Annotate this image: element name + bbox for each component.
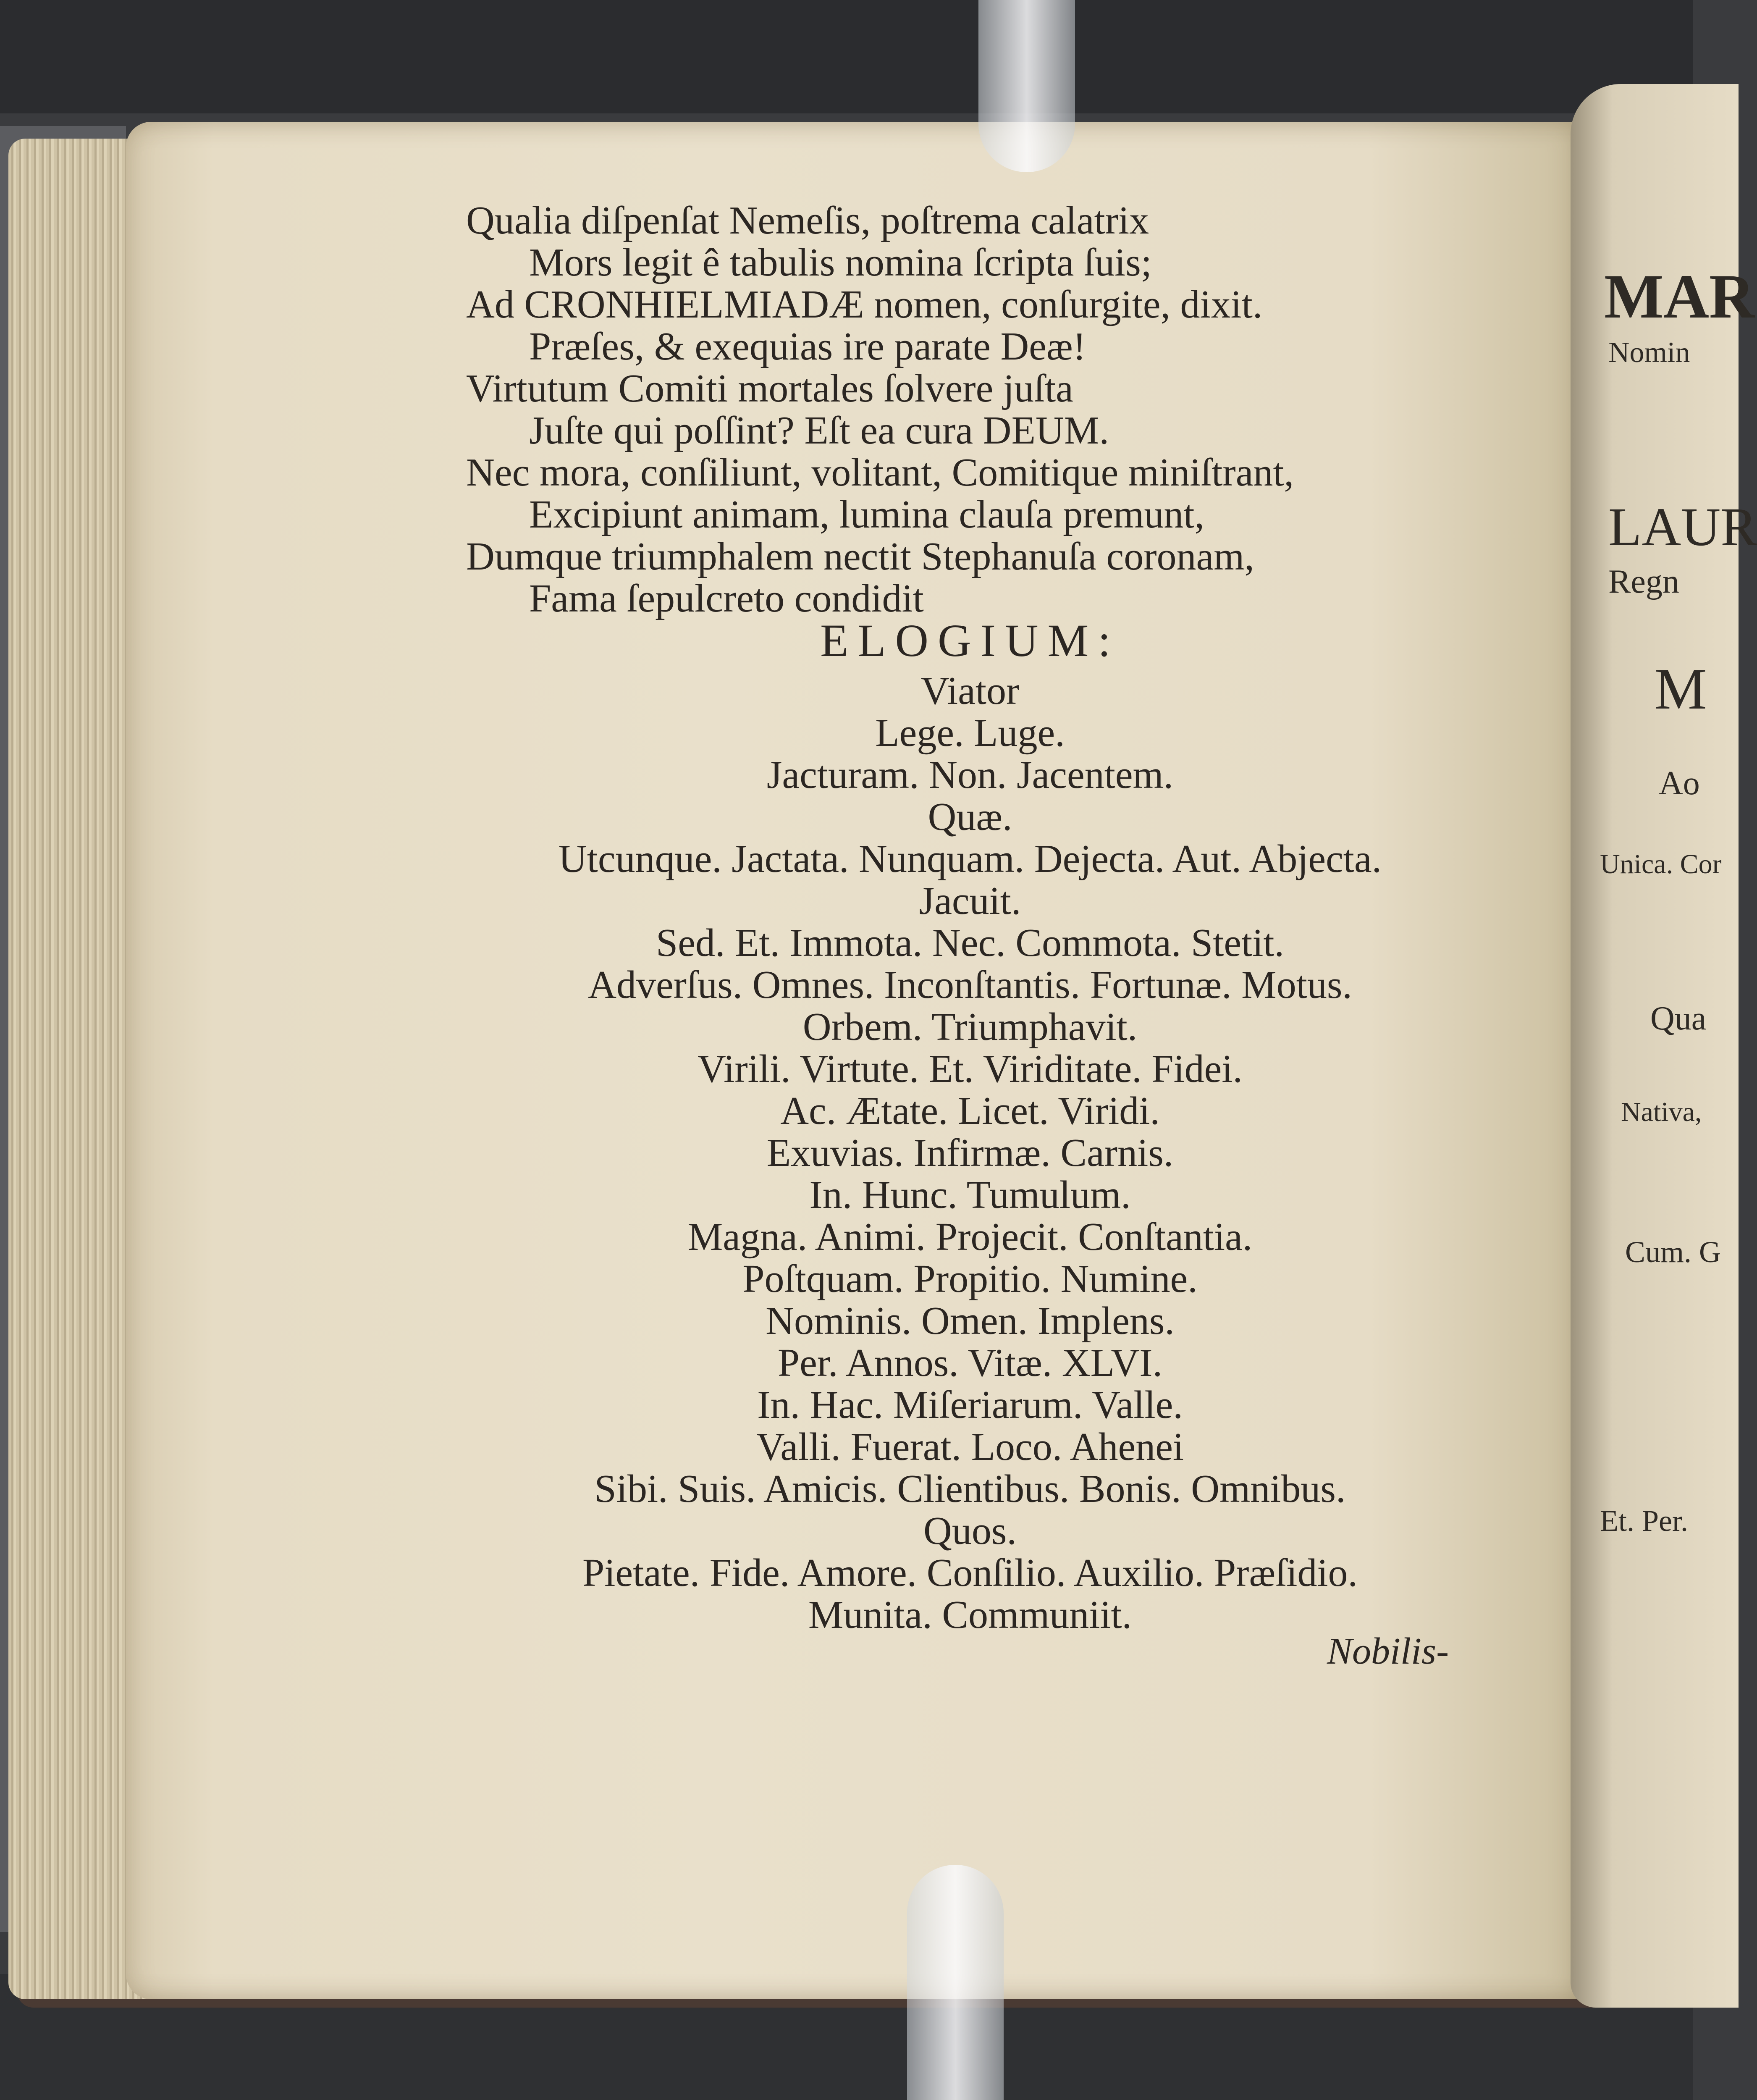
elogium-line: Exuvias. Infirmæ. Carnis.: [766, 1131, 1174, 1175]
elogium-line: Utcunque. Jactata. Nunquam. Dejecta. Aut. Abjecta.: [558, 837, 1382, 881]
facing-fragment: M: [1655, 656, 1707, 722]
catchword: Nobilis-: [1327, 1630, 1449, 1672]
facing-page: [1571, 84, 1757, 2008]
elogium-line: In. Hunc. Tumulum.: [809, 1173, 1131, 1217]
elogium-line: Sibi. Suis. Amicis. Clientibus. Bonis. Omnibus.: [594, 1467, 1346, 1511]
elogium-line: Valli. Fuerat. Loco. Ahenei: [756, 1425, 1184, 1469]
verse-line: Ad CRONHIELMIADÆ nomen, conſurgite, dixit.: [466, 283, 1263, 326]
elogium-line: Poſtquam. Propitio. Numine.: [742, 1257, 1198, 1301]
facing-fragment: Unica. Cor: [1600, 849, 1722, 879]
facing-fragment: Ao: [1659, 765, 1700, 802]
elogium-line: Per. Annos. Vitæ. XLVI.: [777, 1341, 1163, 1385]
elogium-line: Lege. Luge.: [875, 711, 1065, 755]
facing-fragment: MAR: [1604, 262, 1755, 331]
facing-fragment: Nativa,: [1621, 1097, 1702, 1127]
elogium-line: Sed. Et. Immota. Nec. Commota. Stetit.: [656, 921, 1284, 965]
elogium-line: Nominis. Omen. Implens.: [766, 1299, 1175, 1343]
facing-fragment: Nomin: [1608, 336, 1690, 369]
elogium-heading: ELOGIUM:: [820, 615, 1120, 666]
page-clip-bottom: [907, 1865, 1004, 2100]
verse-line: Juſte qui poſſint? Eſt ea cura DEUM.: [529, 409, 1109, 452]
elogium-line: Quos.: [923, 1509, 1017, 1553]
background-top: [0, 0, 1693, 113]
facing-fragment: Cum. G: [1625, 1235, 1721, 1269]
verse-line: Qualia diſpenſat Nemeſis, poſtrema calatrix: [466, 199, 1149, 242]
verse-line: Dumque triumphalem nectit Stephanuſa coronam,: [466, 535, 1254, 578]
verse-line: Excipiunt animam, lumina clauſa premunt,: [529, 493, 1205, 536]
elogium-line: Jacturam. Non. Jacentem.: [766, 753, 1174, 797]
verse-line: Fama ſepulcreto condidit: [529, 577, 924, 620]
verse-line: Præſes, & exequias ire parate Deæ!: [529, 325, 1086, 368]
facing-fragment: Et. Per.: [1600, 1504, 1688, 1538]
verse-line: Virtutum Comiti mortales ſolvere juſta: [466, 367, 1073, 410]
facing-fragment: Qua: [1650, 1000, 1707, 1037]
elogium-line: Jacuit.: [919, 879, 1021, 923]
elogium-line: Quæ.: [928, 795, 1012, 839]
elogium-line: In. Hac. Miſeriarum. Valle.: [757, 1383, 1183, 1427]
elogium-line: Pietate. Fide. Amore. Conſilio. Auxilio. Præſidio.: [582, 1551, 1358, 1595]
elogium-line: Magna. Animi. Projecit. Conſtantia.: [687, 1215, 1253, 1259]
elogium-line: Viator: [920, 669, 1020, 713]
facing-fragment: Regn: [1608, 563, 1679, 600]
verse-line: Nec mora, conſiliunt, volitant, Comitique miniſtrant,: [466, 451, 1294, 494]
elogium-line: Virili. Virtute. Et. Viriditate. Fidei.: [697, 1047, 1243, 1091]
verse-line: Mors legit ê tabulis nomina ſcripta ſuis;: [529, 241, 1152, 284]
facing-fragment: LAUR: [1608, 497, 1757, 557]
page-clip-top: [978, 0, 1075, 172]
elogium-line: Adverſus. Omnes. Inconſtantis. Fortunæ. Motus.: [588, 963, 1352, 1007]
elogium-line: Munita. Communiit.: [808, 1593, 1132, 1637]
elogium-line: Ac. Ætate. Licet. Viridi.: [780, 1089, 1160, 1133]
elogium-line: Orbem. Triumphavit.: [802, 1005, 1138, 1049]
